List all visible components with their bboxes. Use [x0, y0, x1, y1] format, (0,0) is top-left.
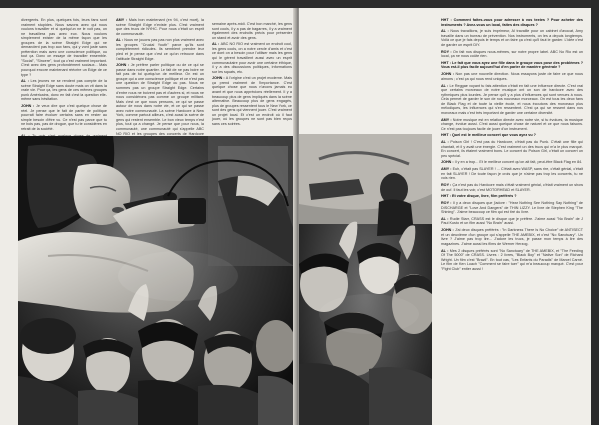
- speaker-name: AL :: [116, 38, 125, 43]
- speaker-name: AL :: [441, 140, 451, 145]
- interview-paragraph: [441, 18, 583, 27]
- interview-paragraph: [441, 201, 583, 215]
- speaker-name: AL :: [212, 42, 221, 47]
- interview-paragraph: [116, 38, 204, 61]
- interview-paragraph: [212, 42, 292, 74]
- interview-paragraph: [21, 18, 107, 77]
- right-page-column-1: [307, 18, 435, 132]
- answer-text: On fait nos disques nous-mêmes, sur notre propre label. ABC No Rio est un local, ça ne nous coûte rien.: [441, 49, 583, 59]
- answer-text: Poison Girl ! C'est pas du Hardcore, c'était pas du Punk. C'était une fille qui chantait, et il y avait une énergie. C'est vraiment un des trucs qui m'a le plus marqué. En concert, ils étaient vraiment bons. Le concert du Poison Girl, c'était un concert un peu spécial.: [441, 140, 583, 158]
- interview-paragraph: [441, 84, 583, 116]
- speaker-name: ROY :: [441, 49, 454, 54]
- speaker-name: AMY :: [441, 167, 453, 172]
- concert-photo-right-image: [299, 134, 432, 425]
- interview-paragraph: [441, 118, 583, 132]
- interview-paragraph: [212, 76, 292, 126]
- interview-question: HHT : Et votre disque, livre, film préférés ?: [441, 194, 517, 199]
- answer-text: Rudie Starr, CRASS est le disque que je préfère. J'aime aussi "No Brain" de J Paul Kusto et un film aussi "No Brain" aussi.: [441, 216, 583, 226]
- speaker-name: AL :: [441, 83, 450, 88]
- interview-question: HHT : Le fait que vous ayez une fille dans le groupe vous pose des problèmes ? Vous est-il plus facile aujourd'hui d'en parler de manière générale ?: [441, 60, 583, 70]
- answer-text: Ça n'est pas du Hardcore mais c'était vraiment génial, c'était vraiment un show de ouf. Il faut les voir, c'est MOTORHEAD et SLAYER.: [441, 183, 583, 192]
- right-page-column-2: [441, 18, 583, 420]
- speaker-name: AL :: [441, 216, 450, 221]
- speaker-name: JOHN :: [21, 104, 36, 109]
- interview-paragraph: [441, 50, 583, 59]
- left-page-column-1: [21, 18, 107, 136]
- speaker-name: AMY :: [441, 117, 453, 122]
- interview-paragraph: [441, 133, 583, 138]
- concert-photo-left-image: [18, 136, 294, 425]
- answer-text: J'ai deux disques préférés : "In Darkness There Is No Choice" de ANTISECT et un deuxième d'un groupe qui s'appelle THE AMEBIX, et c'est "No Sanctuary". Un livre ? J'aime pas trop lire... J'adore les trucs, je passe mon temps à lire des magazines. J'aime aussi les films de Werner Herzog.: [441, 228, 583, 246]
- right-page: [299, 8, 591, 425]
- answer-text: Il y a deux disques que j'adore : "Hear Nothing See Nothing Say Nothing" de DISCHARGE et "Love And Dangers" de THIN LIZZY. Le livre de Stephen King "The Shining". J'aime beaucoup ce film qui est tiré du livre.: [441, 201, 583, 215]
- answer-text: Notre musique est en relation directe avec notre vie, si tu évolues, ta musique change, évolue aussi. C'est aussi quelque chose de naturel et ce que nous faisons. Ce n'est pas toujours facile de jouer d'un instrument.: [441, 117, 583, 131]
- answer-text: semaine après-midi. C'est bon marché, les gens sont cools, il y a pas de bagarres, il y a vraiment également des endroits précis pour présenter un stand et avoir des gens.: [212, 22, 292, 40]
- speaker-name: JOHN :: [441, 228, 455, 233]
- interview-question: HHT : Comment faites-vous pour adresser à vos textes ? Pour acheter des instruments ? Avez-vous un local, faites des disques ?: [441, 18, 583, 27]
- answer-text: Mes 2 disques préférés sont "No Sanctuary" de THE AMEBIX, et "The Feeding Of The 5000" de CRASS. Livres : 2 livres, "Black Boy" et "Native Son" de Richard Wright. Un film c'est "Brazil". En tout cas, "Les Enfants du Paradis" de Marcel Carné. Le film de Ken Loach "Comment se faire tuer" qui m'a beaucoup marqué. C'est pour "Fight Club" entier aussi !: [441, 248, 583, 271]
- answer-text: Nous travaillons, je suis imprimeur, Al travaille pour un cabinet d'avocat, Amy travaille dans un bureau de prévention. Nos instruments, on les a depuis longtemps. Voilà ce que je fais depuis le temps et on faire ça c'est qu'il faut le garder. L'idée c'est de garder un esprit DIY.: [441, 29, 583, 47]
- answer-text: A l'origine c'est un projet moderne. Mais ça prend vraiment de l'importance. C'est quelque chose que nous n'avons jamais eu avant et que nous apprécions réellement. Il y a beaucoup plus de gens impliqués dans la scène alternative. Beaucoup plus de gens engagés, plus de groupes ressentent tous le New York, ce sont des gens qui viennent jouer. C'est vraiment un projet local. Et c'est un endroit où il faut jouer, où les groupes ne sont pas bien reçus sans ces soirées.: [212, 76, 292, 126]
- spread-right-edge: [591, 0, 599, 425]
- interview-paragraph: [116, 63, 204, 140]
- interview-paragraph: [441, 72, 583, 81]
- interview-paragraph: [212, 22, 292, 40]
- interview-paragraph: [441, 160, 583, 165]
- interview-paragraph: [21, 79, 107, 102]
- answer-text: Il y en a trop... Et le meilleur concert qu'on ait fait, peut-être Black Flag en 84.: [454, 160, 583, 165]
- interview-paragraph: [441, 140, 583, 158]
- answer-text: Le Reggae voyant tu fais attention c'était en fait une influence directe. C'est vrai que certains morceaux de notre musique ont un son de hardcore avec des rythmiques plus lourdes. Je pense qu'il y a plus d'influences qui sont venues à nous. Cela permet de garder le son de nos nouveaux morceaux. On est tous les deux fans de Black Flag et de toute la vieille école, et nous écoutons des morceaux plus mélodiques, les influences qui s'en ressentent. C'est ça qui se ressent dans nos morceaux mais c'est très important de garder une certaine diversité.: [441, 83, 583, 115]
- answer-text: Je préfère parler politique ou de ce qui se passe dans notre quartier. Le fait de ne pas boire ne fait pas de toi quelqu'un de meilleur. On est un groupe qui a une conscience politique et ce n'est pas une question de Straight Edge ou pas. Nous ne sommes pas un groupe Straight Edge. Certains d'entre nous ne boivent pas et d'autres si, et nous ne nous considérons pas comme un groupe militant. Mais c'est ce que nous pensons, ce qui se passe autour de nous dans notre vie, et ce qui se passe avec notre communauté. La scène Hardcore à New York, comme partout ailleurs, c'est aussi la scène de gens qui restent ensemble. Le bon vieux temps n'est plus, tout ça a changé. Je pense que pour nous, la communauté, une communauté qui s'appelle ABC NO RIO et les groupes des concerts de Hardcore: [116, 63, 204, 136]
- concert-photo-right: [299, 134, 432, 425]
- speaker-name: AL :: [441, 248, 450, 253]
- left-page-column-3: [212, 22, 292, 136]
- interview-paragraph: [441, 217, 583, 226]
- interview-paragraph: [441, 167, 583, 181]
- speaker-name: JOHN :: [441, 160, 455, 165]
- answer-text: Les jeunes ne se rendent pas compte de la scène Straight Edge sans doute mais on vit dans la vraie vie. Pour ça, les gens de ces mêmes groupes punk Américains, donc en fait c'est la question elle-même sans hésitation.: [21, 79, 107, 102]
- answer-text: Non pas une nouvelle direction. Nous essayons juste de faire ce que nous aimons ; c'est ça qui nous rend uniques.: [441, 72, 583, 81]
- answer-text: divergents. En plus, quelques fois, leurs fans sont vraiment stupides. Nous savons avec qui nous voulons travailler et si quelqu'un ne le voit pas, on ne travaillera pas avec eux. Nous voulons simplement exister de la même façon que les groupes de la scène Straight Edge qui ne demandent pas trop aux fans, qui y vont juste sans prétention mais avec une conscience politique, ou tout ça. Donc on essaye de travailler ensemble. "Social", "Sincere", tout ça c'est vraiment important. C'est avec des gens profondément sociaux... Mais pourquoi encore maintenant réécrire un Edge de ce type ?: [21, 18, 107, 77]
- speaker-name: ROY :: [441, 183, 453, 188]
- answer-text: Je veux dire que c'est quelque chose de réel. Je pense que le fait de parler de politique pourrait faire évoluer certains sans en rester au simple besoin d'être vu. Ce n'est pas parce que tu ne bois pas, pas de drogue, que tu te considères en retrait de la société.: [21, 104, 107, 131]
- interview-paragraph: [441, 194, 583, 199]
- answer-text: Euh, c'était pas SLAYER ! ... C'était avec WASP, sans rire, c'était génial, c'était en fait SLAYER ! De toute façon je crois que je n'aime pas trop les concerts, tu ne vois rien.: [441, 167, 583, 181]
- answer-text: Mais bon maintenant (en 94, c'est mort), la scène Straight Edge n'existe plus. C'est vraiment que des trucs de NYHC. Pour nous c'était un esprit de communauté.: [116, 18, 204, 36]
- interview-question: HHT : Quel est le meilleur concert que vous ayez vu ?: [441, 133, 536, 138]
- interview-paragraph: [441, 29, 583, 47]
- speaker-name: JOHN :: [116, 63, 131, 68]
- left-page: [0, 8, 297, 425]
- left-page-column-2: [116, 18, 204, 136]
- interview-paragraph: [116, 18, 204, 36]
- speaker-name: JOHN :: [212, 76, 226, 81]
- interview-paragraph: [441, 249, 583, 272]
- concert-photo-left: [18, 136, 294, 425]
- interview-paragraph: [441, 61, 583, 70]
- speaker-name: AMY :: [116, 18, 129, 22]
- answer-text: Nous ne jouons pas pas non plus vraiment avec les groupes "Crucial Youth" parce qu'ils sont complètement ridicules. Ils semblent prendre leur pied et je pense que c'est ce qu'on retrouve dans l'attitude Straight Edge.: [116, 38, 204, 61]
- interview-paragraph: [441, 183, 583, 192]
- speaker-name: ROY :: [441, 201, 453, 206]
- interview-paragraph: [21, 104, 107, 131]
- speaker-name: JOHN :: [441, 72, 456, 77]
- speaker-name: AL :: [21, 79, 31, 84]
- interview-paragraph: [441, 228, 583, 246]
- answer-text: ABC NO RIO est vraiment un endroit cool, les gens cools, on a notre cercle d'amis et c'est ce dont on a besoin pour l'utiliser mais les gens qui le gèrent travaillent aussi avec un esprit communautaire pour avoir une certaine éthique, il y a des discussions politiques, informations sur les squats, etc.: [212, 42, 292, 74]
- speaker-name: AL :: [441, 29, 451, 34]
